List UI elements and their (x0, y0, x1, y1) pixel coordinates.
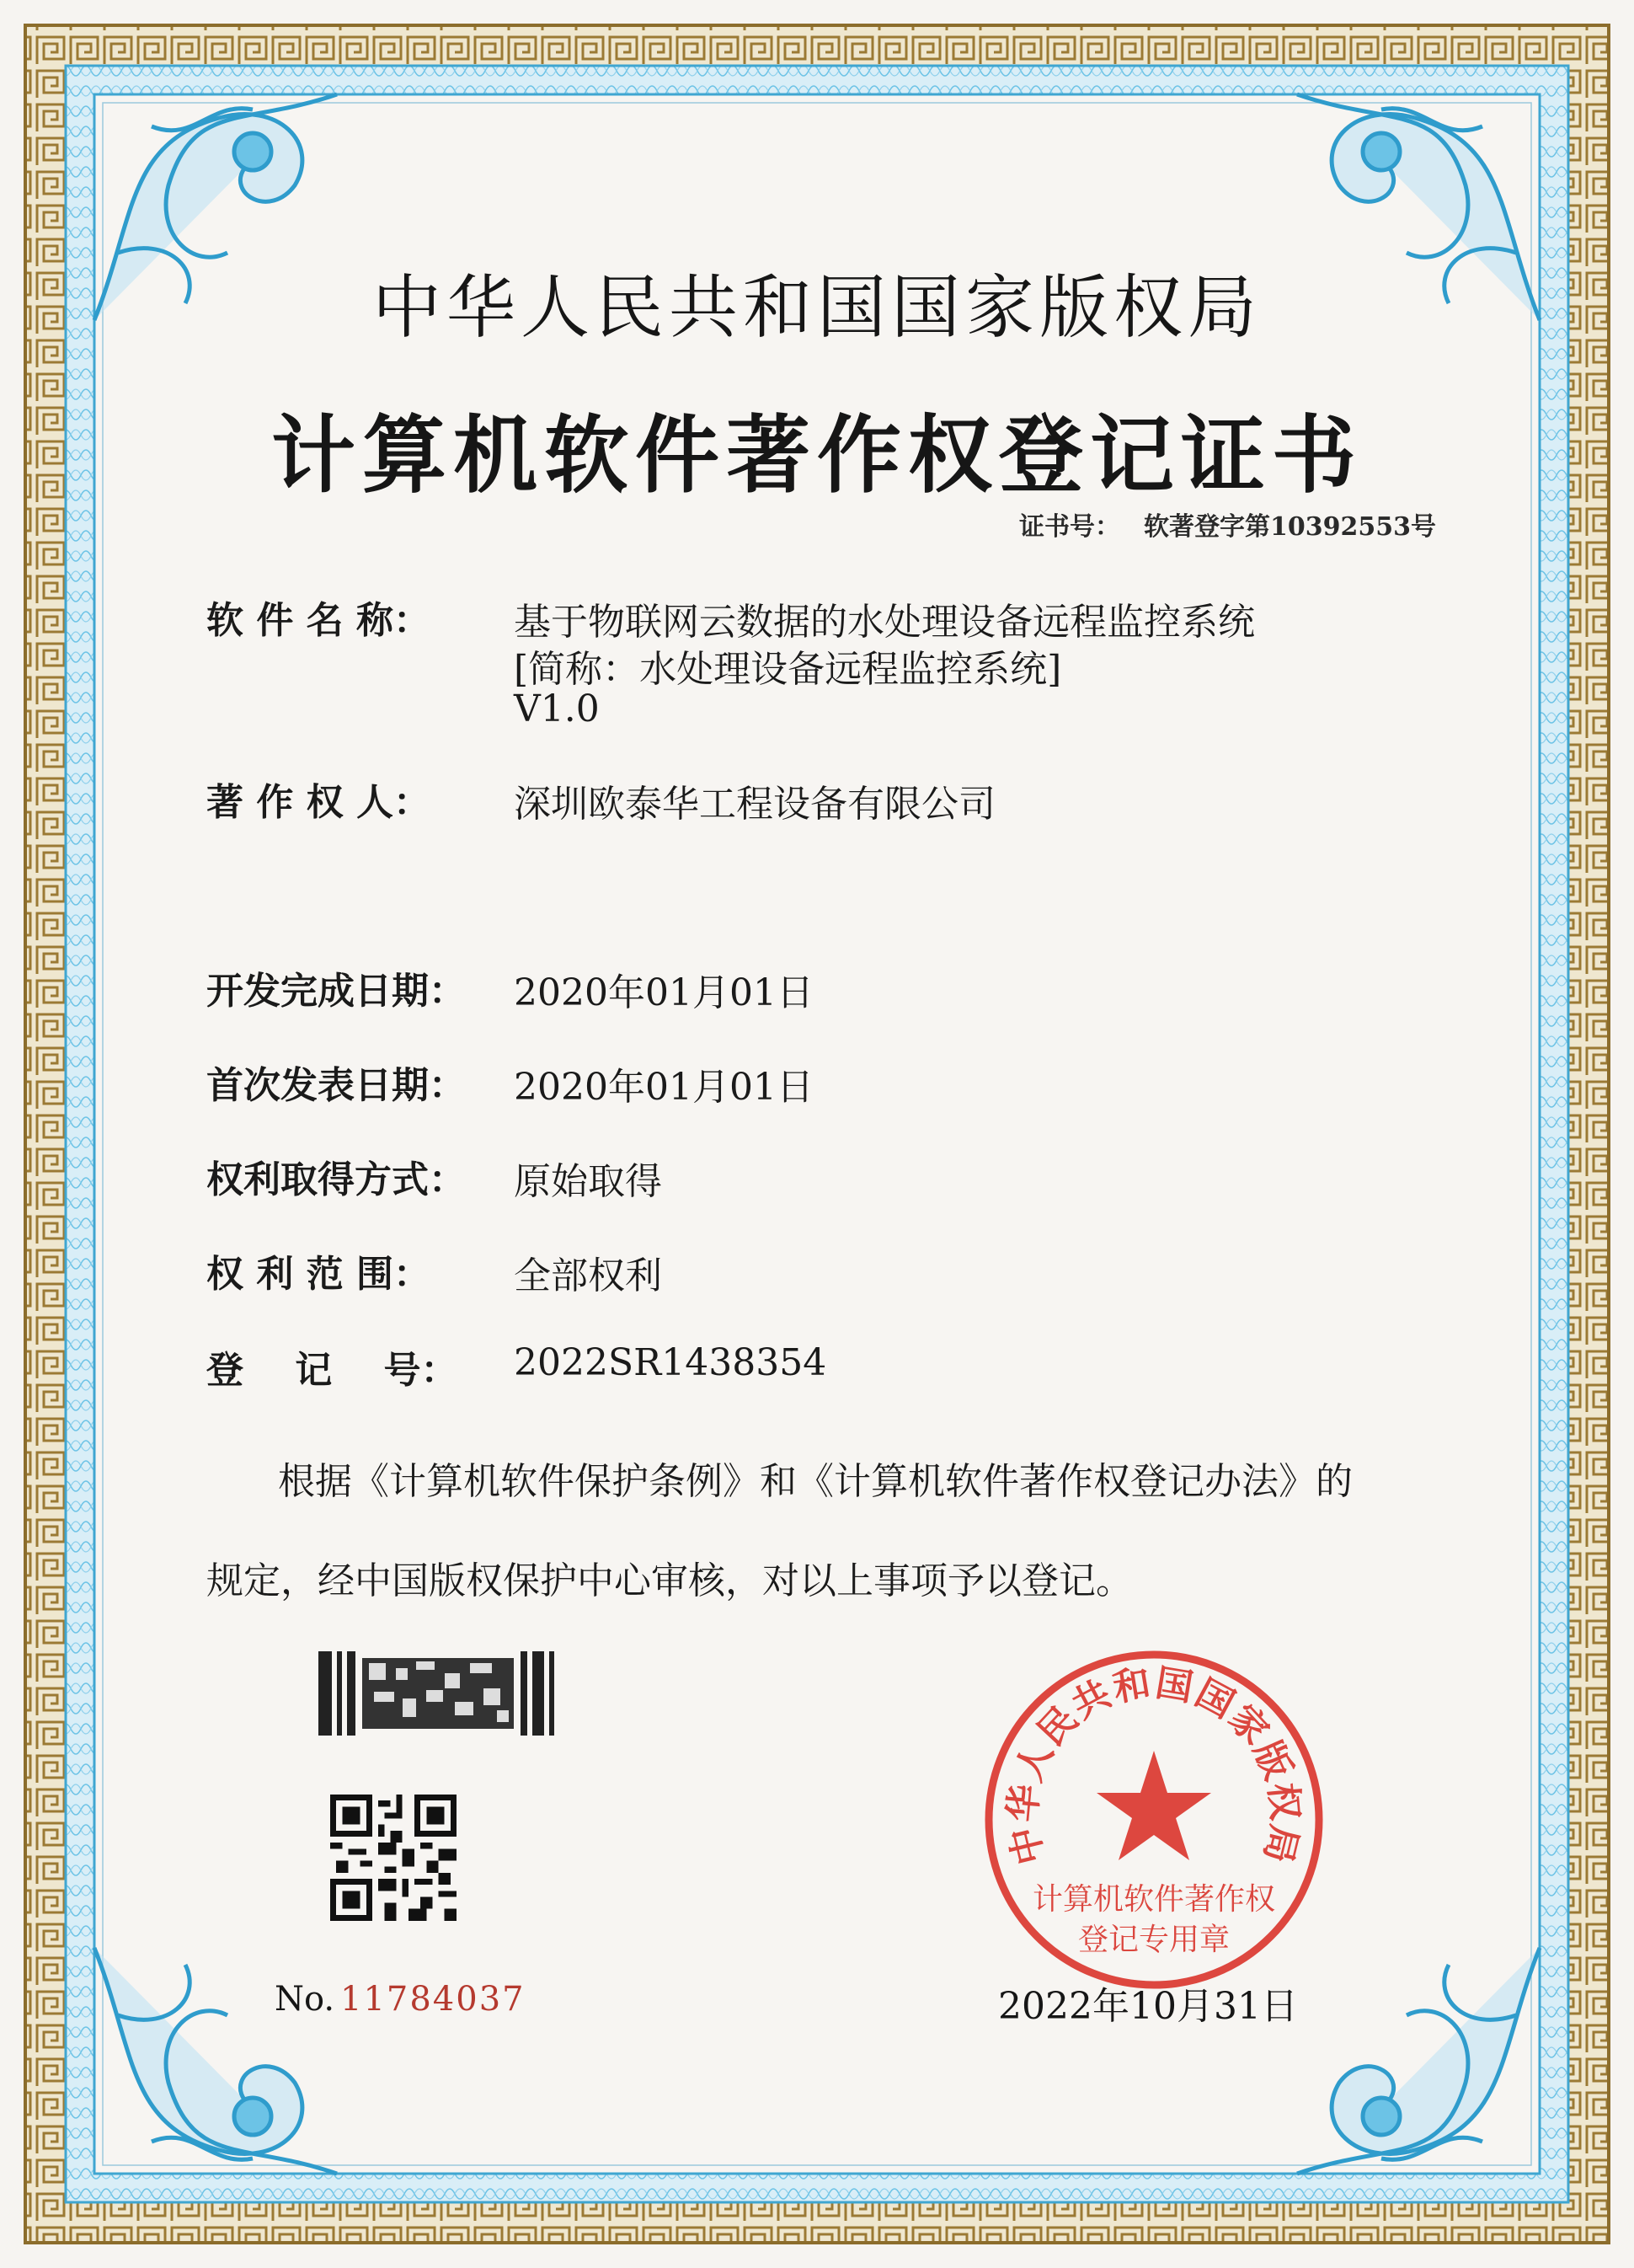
issue-date: 2022年10月31日 (998, 1985, 1298, 2028)
acquire-method-value: 原始取得 (514, 1160, 662, 1203)
pub-date-value: 2020年01月01日 (514, 1066, 814, 1109)
pub-date-label: 首次发表日期： (206, 1064, 466, 1107)
rights-scope-value: 全部权利 (514, 1254, 662, 1297)
seal-text-line1: 计算机软件著作权 (1032, 1882, 1276, 1917)
acquire-method-label: 权利取得方式： (206, 1158, 466, 1201)
qr-code (330, 1795, 457, 1921)
seal-arc-text: 中华人民共和国国家版权局 (1001, 1661, 1307, 1869)
copyright-owner-value: 深圳欧泰华工程设备有限公司 (514, 783, 996, 826)
seal-text-line2: 登记专用章 (1077, 1923, 1231, 1957)
certificate-number-label: 证书号： (1019, 512, 1120, 542)
certificate-title: 计算机软件著作权登记证书 (271, 405, 1363, 505)
certificate-number-value: 软著登字第10392553号 (1144, 512, 1436, 542)
software-name-label: 软 件 名 称： (206, 599, 430, 642)
certificate-number (1019, 505, 1436, 543)
dev-date-value: 2020年01月01日 (514, 971, 814, 1014)
serial-number: 11784037 (340, 1980, 526, 2019)
legal-basis-line1: 根据《计算机软件保护条例》和《计算机软件著作权登记办法》的 (278, 1460, 1353, 1503)
serial-label: No. (275, 1980, 335, 2019)
software-version: V1.0 (514, 687, 600, 730)
official-seal (977, 1643, 1331, 1997)
software-name-line1: 基于物联网云数据的水处理设备远程监控系统 (514, 601, 1255, 644)
dev-date-label: 开发完成日期： (206, 970, 466, 1013)
issuing-authority: 中华人民共和国国家版权局 (371, 268, 1262, 348)
registration-number-label: 登 记 号： (206, 1349, 458, 1392)
seal-star (1097, 1751, 1211, 1860)
barcode (318, 1651, 563, 1744)
software-name-line2: [简称：水处理设备远程监控系统] (514, 648, 1062, 691)
legal-basis-line2: 规定，经中国版权保护中心审核，对以上事项予以登记。 (206, 1559, 1133, 1602)
registration-number-value: 2022SR1438354 (514, 1341, 827, 1384)
rights-scope-label: 权 利 范 围： (206, 1253, 430, 1296)
copyright-owner-label: 著 作 权 人： (206, 781, 430, 824)
